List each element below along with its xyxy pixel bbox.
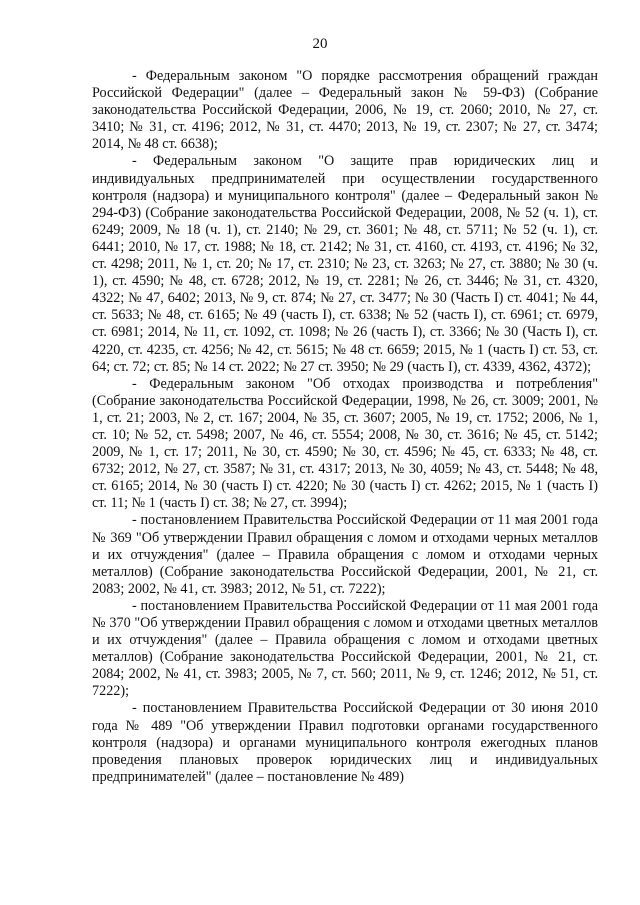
paragraph-decree-369: - постановлением Правительства Российской Федерации от 11 мая 2001 года № 369 "Об утверждении Правил обращения с ломом и отходами черных металлов и их отчуждения" (далее – Правила обращения с ломом и отходами черных металлов) (Собрание законодательства Российской Федерации, 2001, № 21, ст. 2083; 2002, № 41, ст. 3983; 2012, № 51, ст. 7222); xyxy=(92,512,598,597)
paragraph-law-59fz: - Федеральным законом "О порядке рассмотрения обращений граждан Российской Федерации" (далее – Федеральный закон № 59-ФЗ) (Собрание законодательства Российской Федерации, 2006, № 19, ст. 2060; 2010, № 27, ст. 3410; № 31, ст. 4196; 2012, № 31, ст. 4470; 2013, № 19, ст. 2307; № 27, ст. 3474; 2014, № 48 ст. 6638); xyxy=(92,68,598,153)
document-body xyxy=(92,68,598,786)
paragraph-decree-489: - постановлением Правительства Российской Федерации от 30 июня 2010 года № 489 "Об утверждении Правил подготовки органами государственного контроля (надзора) и органами муниципального контроля ежегодных планов проведения плановых проверок юридических лиц и индивидуальных предпринимателей" (далее – постановление № 489) xyxy=(92,700,598,785)
paragraph-decree-370: - постановлением Правительства Российской Федерации от 11 мая 2001 года № 370 "Об утверждении Правил обращения с ломом и отходами цветных металлов и их отчуждения" (далее – Правила обращения с ломом и отходами цветных металлов) (Собрание законодательства Российской Федерации, 2001, № 21, ст. 2084; 2002, № 41, ст. 3983; 2005, № 7, ст. 560; 2011, № 9, ст. 1246; 2012, № 51, ст. 7222); xyxy=(92,597,598,700)
paragraph-law-waste: - Федеральным законом "Об отходах производства и потребления" (Собрание законодательства Российской Федерации, 1998, № 26, ст. 3009; 2001, № 1, ст. 21; 2003, № 2, ст. 167; 2004, № 35, ст. 3607; 2005, № 19, ст. 1752; 2006, № 1, ст. 10; № 52, ст. 5498; 2007, № 46, ст. 5554; 2008, № 30, ст. 3616; № 45, ст. 5142; 2009, № 1, ст. 17; 2011, № 30, ст. 4590; № 30, ст. 4596; № 45, ст. 6333; № 48, ст. 6732; 2012, № 27, ст. 3587; № 31, ст. 4317; 2013, № 30, 4059; № 43, ст. 5448; № 48, ст. 6165; 2014, № 30 (часть I) ст. 4220; № 30 (часть I) ст. 4262; 2015, № 1 (часть I) ст. 11; № 1 (часть I) ст. 38; № 27, ст. 3994); xyxy=(92,375,598,512)
page-number: 20 xyxy=(312,36,328,52)
paragraph-law-294fz: - Федеральным законом "О защите прав юридических лиц и индивидуальных предпринимателей при осуществлении государственного контроля (надзора) и муниципального контроля" (далее – Федеральный закон № 294-ФЗ) (Собрание законодательства Российской Федерации, 2008, № 52 (ч. 1), ст. 6249; 2009, № 18 (ч. 1), ст. 2140; № 29, ст. 3601; № 48, ст. 5711; № 52 (ч. 1), ст. 6441; 2010, № 17, ст. 1988; № 18, ст. 2142; № 31, ст. 4160, ст. 4193, ст. 4196; № 32, ст. 4298; 2011, № 1, ст. 20; № 17, ст. 2310; № 23, ст. 3263; № 27, ст. 3880; № 30 (ч. 1), ст. 4590; № 48, ст. 6728; 2012, № 19, ст. 2281; № 26, ст. 3446; № 31, ст. 4320, 4322; № 47, 6402; 2013, № 9, ст. 874; № 27, ст. 3477; № 30 (Часть I) ст. 4041; № 44, ст. 5633; № 48, ст. 6165; № 49 (часть I), ст. 6338; № 52 (часть I), ст. 6961; ст. 6979, ст. 6981; 2014, № 11, ст. 1092, ст. 1098; № 26 (часть I), ст. 3366; № 30 (Часть I), ст. 4220, ст. 4235, ст. 4256; № 42, ст. 5615; № 48 ст. 6659; 2015, № 1 (часть I) ст. 53, ст. 64; ст. 72; ст. 85; № 14 ст. 2022; № 27 ст. 3950; № 29 (часть I), ст. 4339, 4362, 4372); xyxy=(92,153,598,375)
